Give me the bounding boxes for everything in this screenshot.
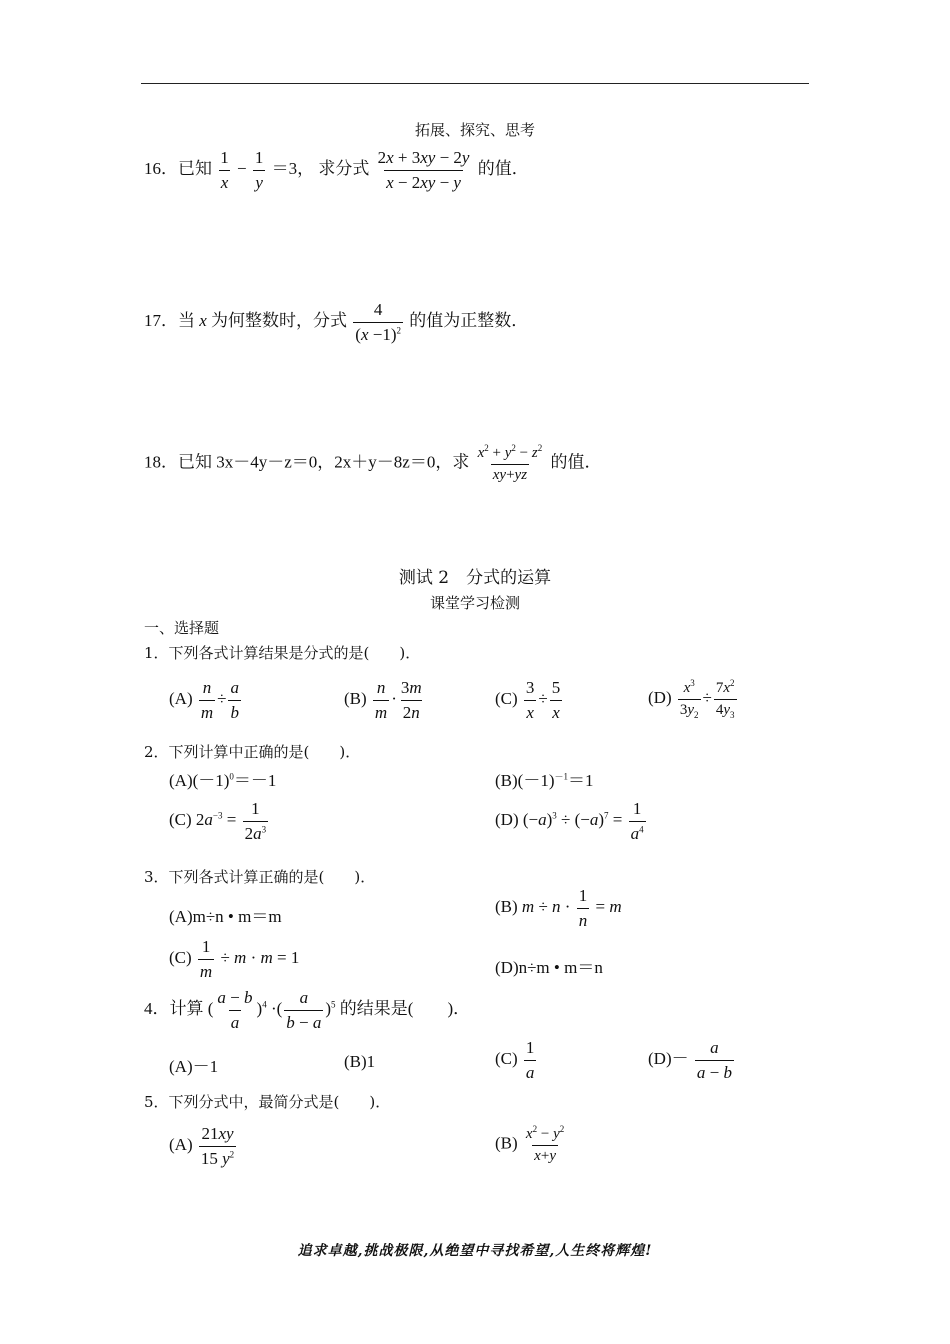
fraction: $\frac{x^2 + y^2 - z^2}{xy+yz}$ xyxy=(477,443,543,484)
fraction: $\frac{2x + 3xy - 2y}{x - 2xy - y}$ xyxy=(377,148,470,192)
q4-option-a: (A)－1 xyxy=(169,1057,219,1076)
q4-option-d: (D)－ $\frac{a}{a - b}$ xyxy=(648,1038,732,1082)
problem-18: 18．已知 3x－4y－z＝0，2x＋y－8z＝0，求 $\frac{x^2 + y^2 - z^2}{xy+yz}$ 的值． xyxy=(144,443,602,484)
q4-option-c: (C) $\frac{1}{a}$ xyxy=(495,1038,535,1082)
q2-option-b: $(B)(-1)^{-1}=1$ xyxy=(495,771,594,790)
test-title: 测试 2 分式的运算 xyxy=(398,568,552,588)
question-4-stem: 4．计算 ( $\frac{a - b}{a}$ )$^4$ ·( $\frac{a}{b - a}$ )$^5$ 的结果是( )． xyxy=(144,988,471,1032)
problem-16: 16．已知 $\frac{1}{x}$ − $\frac{1}{y}$ ＝3， 求分式 $\frac{2x + 3xy - 2y}{x - 2xy - y}$ 的值． xyxy=(144,148,529,192)
q5-option-b: (B) $\frac{x^2 - y^2}{x+y}$ xyxy=(495,1124,565,1165)
footer-motto: 追求卓越,挑战极限,从绝望中寻找希望,人生终将辉煌! xyxy=(297,1243,653,1259)
header-rule xyxy=(141,83,809,84)
q2-option-d: (D) $(-a)^3 \div (-a)^7$ = $\frac{1}{a^4}$ xyxy=(495,799,644,843)
fraction: $\frac{1}{x}$ xyxy=(220,148,229,192)
q1-option-c: (C) $\frac{3}{x}$ ÷ $\frac{5}{x}$ xyxy=(495,678,561,722)
question-2-stem: 2．下列计算中正确的是( )． xyxy=(144,743,361,761)
section-heading: 拓展、探究、思考 xyxy=(414,121,535,139)
fraction: $\frac{4}{(x -1)^2}$ xyxy=(355,300,402,344)
q1-option-b: (B) $\frac{n}{m}$ · $\frac{3m}{2n}$ xyxy=(344,678,422,722)
fraction: $\frac{1}{y}$ xyxy=(254,148,264,192)
q2-option-a: $(A)(-1)^0=-1$ xyxy=(169,771,277,790)
q3-option-a: (A)m÷n • m＝m xyxy=(169,907,282,926)
test-subtitle: 课堂学习检测 xyxy=(429,594,520,612)
q2-option-c: (C) $2a^{-3}$ = $\frac{1}{2a^3}$ xyxy=(169,799,267,843)
q3-option-b: (B) m ÷ n · $\frac{1}{n}$ = m xyxy=(495,886,622,930)
problem-17: 17．当 x 为何整数时，分式 $\frac{4}{(x -1)^2}$ 的值为正整数． xyxy=(144,300,529,344)
question-3-stem: 3．下列各式计算正确的是( )． xyxy=(144,868,376,886)
section-label: 一、选择题 xyxy=(144,619,220,637)
q4-option-b: (B)1 xyxy=(344,1052,376,1071)
q1-option-a: (A) $\frac{n}{m}$ ÷ $\frac{a}{b}$ xyxy=(169,678,239,722)
question-1-stem: 1．下列各式计算结果是分式的是( )． xyxy=(144,644,421,662)
q1-option-d: (D) $\frac{x^3}{3y_2}$ ÷ $\frac{7x^2}{4y_3}$ xyxy=(648,678,735,721)
question-5-stem: 5．下列分式中，最简分式是( )． xyxy=(144,1093,391,1111)
q3-option-d: (D)n÷m • m＝n xyxy=(495,958,603,977)
q5-option-a: (A) $\frac{21xy}{15 y^2}$ xyxy=(169,1124,235,1168)
q3-option-c: (C) $\frac{1}{m}$ ÷ m · m = 1 xyxy=(169,937,300,981)
